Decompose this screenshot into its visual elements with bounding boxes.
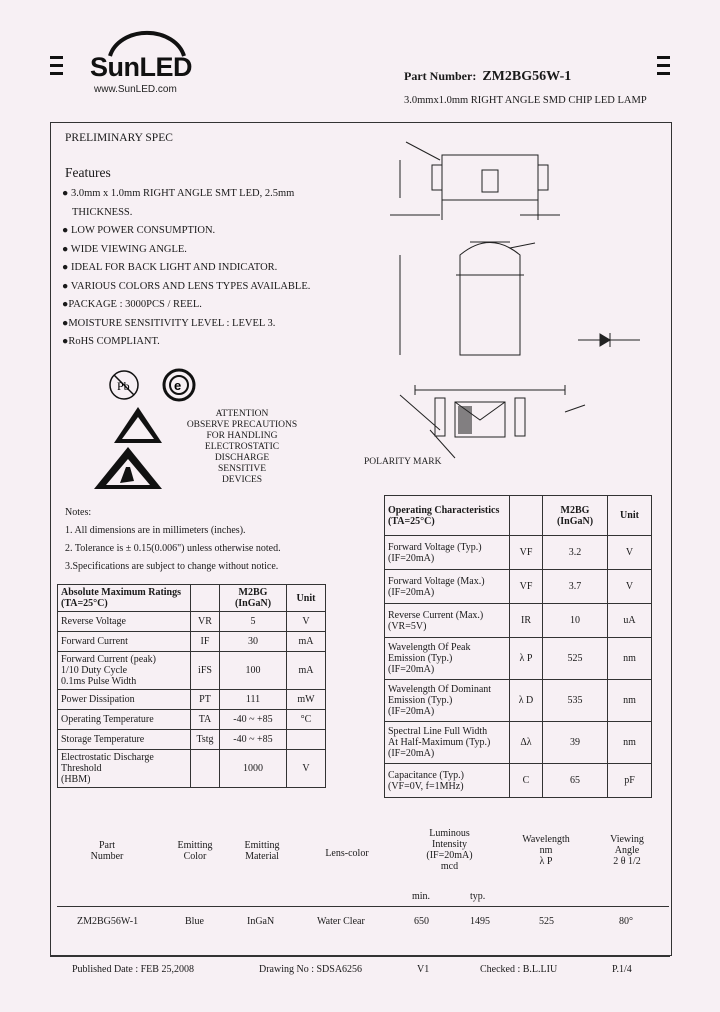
table-cell-unit: pF xyxy=(608,764,652,798)
table-cell-name: Reverse Voltage xyxy=(58,612,191,632)
brand-logo: SunLED xyxy=(90,52,192,82)
polarity-mark-label: POLARITY MARK xyxy=(364,457,442,467)
absolute-max-table xyxy=(57,584,326,788)
feature-item: ● 3.0mm x 1.0mm RIGHT ANGLE SMT LED, 2.5mm xyxy=(62,188,295,199)
sel-header: Luminous Intensity (IF=20mA) mcd xyxy=(426,828,473,872)
table-cell-unit: nm xyxy=(608,638,652,680)
table-cell-val: 525 xyxy=(543,638,608,680)
part-number xyxy=(404,69,571,85)
table-cell-val: 3.2 xyxy=(543,536,608,570)
sel-divider xyxy=(57,906,669,907)
table-cell-val: 30 xyxy=(220,632,287,652)
esd-hand-icon xyxy=(92,445,164,491)
footer-checked: Checked : B.L.LIU xyxy=(480,964,558,975)
table-cell-val: 3.7 xyxy=(543,570,608,604)
table-cell-name: Operating Temperature xyxy=(58,710,191,730)
notes-title: Notes: xyxy=(65,507,92,518)
right-bar-2 xyxy=(657,64,670,67)
svg-text:Pb: Pb xyxy=(117,379,130,393)
table-cell-sym: Δλ xyxy=(510,722,543,764)
table-cell-name: Electrostatic Discharge Threshold (HBM) xyxy=(58,750,191,788)
sel-sub-min: min. xyxy=(412,891,431,902)
table-row xyxy=(58,652,326,690)
table-row xyxy=(58,632,326,652)
table-cell-unit: nm xyxy=(608,722,652,764)
left-bar-3 xyxy=(50,72,63,75)
table-header: Absolute Maximum Ratings (TA=25°C) M2BG (InGaN) Unit xyxy=(58,585,326,612)
feature-item: ●RoHS COMPLIANT. xyxy=(62,336,160,347)
right-bar-3 xyxy=(657,72,670,75)
table-cell-unit: V xyxy=(608,536,652,570)
feature-item: ● WIDE VIEWING ANGLE. xyxy=(62,243,187,255)
spec-status: PRELIMINARY SPEC xyxy=(65,132,173,144)
table-cell-name: Storage Temperature xyxy=(58,730,191,750)
table-cell-name: Power Dissipation xyxy=(58,690,191,710)
table-cell-unit: V xyxy=(287,612,326,632)
e-recycle-icon xyxy=(160,366,198,404)
svg-text:e: e xyxy=(174,378,182,393)
table-cell-val: 39 xyxy=(543,722,608,764)
table-row xyxy=(58,612,326,632)
table-cell-sym: C xyxy=(510,764,543,798)
website: www.SunLED.com xyxy=(94,84,177,95)
table-cell-val: 100 xyxy=(220,652,287,690)
table-cell-sym: VR xyxy=(191,612,220,632)
table-cell-val: 65 xyxy=(543,764,608,798)
table-row xyxy=(58,730,326,750)
table-row xyxy=(385,570,652,604)
feature-item: ● IDEAL FOR BACK LIGHT AND INDICATOR. xyxy=(62,262,278,273)
table-cell-name: Reverse Current (Max.) (VR=5V) xyxy=(385,604,510,638)
note-item: 2. Tolerance is ± 0.15(0.006") unless otherwise noted. xyxy=(65,543,281,554)
feature-item: ● VARIOUS COLORS AND LENS TYPES AVAILABLE. xyxy=(62,280,311,292)
sel-header: Part Number xyxy=(90,840,124,862)
table-cell-unit: uA xyxy=(608,604,652,638)
pb-free-icon xyxy=(107,368,141,402)
table-row xyxy=(385,680,652,722)
table-cell-unit xyxy=(287,730,326,750)
mechanical-drawing xyxy=(360,130,660,475)
table-cell-val: -40 ~ +85 xyxy=(220,730,287,750)
table-cell-unit: mW xyxy=(287,690,326,710)
attention-text: ATTENTION OBSERVE PRECAUTIONS FOR HANDLING ELECTROSTATIC DISCHARGE SENSITIVE DEVICES xyxy=(186,409,298,485)
table-cell-name: Forward Voltage (Typ.) (IF=20mA) xyxy=(385,536,510,570)
footer-drawing-no: Drawing No : SDSA6256 xyxy=(259,964,363,975)
table-cell-val: 111 xyxy=(220,690,287,710)
note-item: 1. All dimensions are in millimeters (inches). xyxy=(65,525,246,536)
table-row xyxy=(385,536,652,570)
note-item: 3.Specifications are subject to change without notice. xyxy=(65,561,279,572)
table-row xyxy=(385,722,652,764)
left-bar-2 xyxy=(50,64,63,67)
table-cell-sym: VF xyxy=(510,570,543,604)
table-cell-val: 1000 xyxy=(220,750,287,788)
footer-published: Published Date : FEB 25,2008 xyxy=(72,964,194,975)
table-cell-unit: mA xyxy=(287,632,326,652)
sel-header: Emitting Color xyxy=(177,840,213,862)
table-cell-name: Forward Voltage (Max.) (IF=20mA) xyxy=(385,570,510,604)
sel-header: Wavelength nm λ P xyxy=(522,834,570,867)
table-row xyxy=(385,604,652,638)
table-cell-sym: PT xyxy=(191,690,220,710)
feature-item: ●MOISTURE SENSITIVITY LEVEL : LEVEL 3. xyxy=(62,317,276,329)
footer-version: V1 xyxy=(417,964,430,975)
features-list xyxy=(62,185,310,352)
left-bar-1 xyxy=(50,56,63,59)
table-cell-sym: IR xyxy=(510,604,543,638)
feature-item: ● LOW POWER CONSUMPTION. xyxy=(62,225,216,236)
table-cell-val: 5 xyxy=(220,612,287,632)
table-cell-unit: °C xyxy=(287,710,326,730)
esd-warning-icon xyxy=(112,405,164,445)
table-header: Operating Characteristics (TA=25°C) M2BG (InGaN) Unit xyxy=(385,496,652,536)
feature-item: ●PACKAGE : 3000PCS / REEL. xyxy=(62,299,202,310)
table-cell-sym: IF xyxy=(191,632,220,652)
table-cell-name: Capacitance (Typ.) (VF=0V, f=1MHz) xyxy=(385,764,510,798)
sel-header: Emitting Material xyxy=(244,840,280,862)
table-cell-name: Spectral Line Full Width At Half-Maximum (Typ.) (IF=20mA) xyxy=(385,722,510,764)
part-number-label: Part Number: xyxy=(404,69,477,83)
table-row xyxy=(58,750,326,788)
table-row xyxy=(385,764,652,798)
sel-header: Lens-color xyxy=(325,848,369,859)
table-row xyxy=(385,638,652,680)
table-cell-val: 535 xyxy=(543,680,608,722)
part-description: 3.0mmx1.0mm RIGHT ANGLE SMD CHIP LED LAMP xyxy=(404,95,647,106)
table-cell-val: -40 ~ +85 xyxy=(220,710,287,730)
table-cell-unit: mA xyxy=(287,652,326,690)
table-cell-unit: V xyxy=(608,570,652,604)
operating-char-table xyxy=(384,495,652,798)
table-cell-sym: TA xyxy=(191,710,220,730)
footer-page: P.1/4 xyxy=(612,964,632,975)
table-cell-sym: λ P xyxy=(510,638,543,680)
notes xyxy=(65,504,281,576)
part-number-value: ZM2BG56W-1 xyxy=(482,69,572,84)
footer-divider xyxy=(50,956,670,957)
table-cell-sym: λ D xyxy=(510,680,543,722)
table-cell-name: Forward Current (peak) 1/10 Duty Cycle 0.1ms Pulse Width xyxy=(58,652,191,690)
table-cell-name: Forward Current xyxy=(58,632,191,652)
right-bar-1 xyxy=(657,56,670,59)
table-cell-name: Wavelength Of Peak Emission (Typ.) (IF=20mA) xyxy=(385,638,510,680)
table-cell-val: 10 xyxy=(543,604,608,638)
table-cell-sym: Tstg xyxy=(191,730,220,750)
table-cell-sym xyxy=(191,750,220,788)
table-cell-name: Wavelength Of Dominant Emission (Typ.) (IF=20mA) xyxy=(385,680,510,722)
table-cell-sym: VF xyxy=(510,536,543,570)
table-cell-sym: iFS xyxy=(191,652,220,690)
features-title: Features xyxy=(65,165,111,180)
selection-guide: Part Number Emitting Color Emitting Material Lens-color Luminous Intensity (IF=20mA) mcd Wavelength nm λ P Viewing Angle 2 θ 1/2 min. typ. ZM2BG56W-1 Blue InGaN Water Clear 650 1495 525 80° xyxy=(57,828,657,938)
table-row xyxy=(58,690,326,710)
table-cell-unit: V xyxy=(287,750,326,788)
sel-sub-typ: typ. xyxy=(470,891,486,902)
feature-item: THICKNESS. xyxy=(72,206,133,218)
sel-header: Viewing Angle 2 θ 1/2 xyxy=(610,834,644,867)
table-row xyxy=(58,710,326,730)
table-cell-unit: nm xyxy=(608,680,652,722)
